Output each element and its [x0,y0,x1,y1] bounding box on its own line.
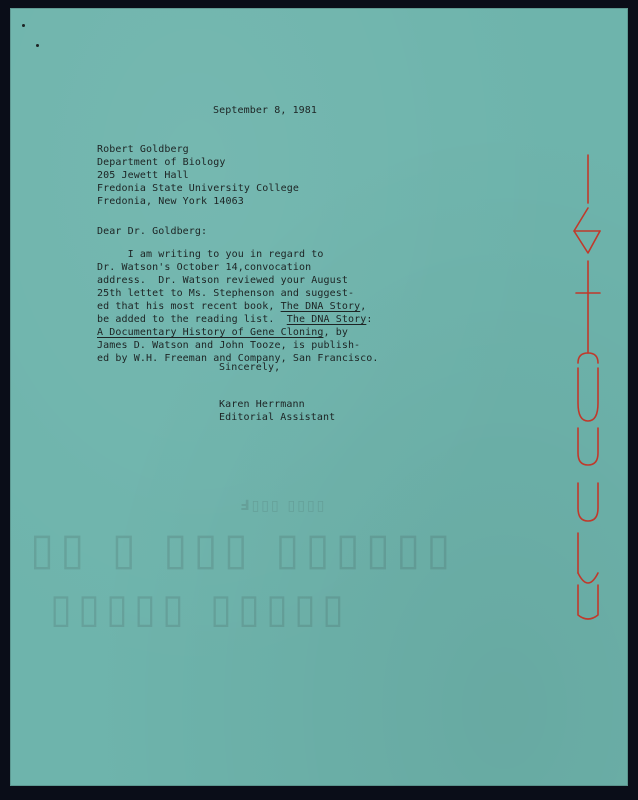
body-line [97,300,379,313]
recipient-line: Department of Biology [97,157,226,168]
letter-date: September 8, 1981 [213,105,318,116]
book-subtitle: A Documentary History of Gene Cloning [97,327,324,338]
body-text-segment: : [366,314,373,325]
signer-name: Karen Herrmann [219,399,305,410]
archive-stamp-mark [570,153,610,623]
signer-title: Editorial Assistant [219,412,336,423]
letter-body [97,248,379,365]
letter-sheet [10,8,628,786]
recipient-line: Fredonia, New York 14063 [97,196,244,207]
body-text-segment: be added to the reading list. [97,314,287,325]
bleed-through-mark: Ⅎ▯▯▯ ▯▯▯▯ [240,498,327,514]
bleed-through-mark: ▯▯ ▯ ▯▯▯ ▯▯▯▯▯▯ [30,524,457,575]
punch-mark [36,44,39,47]
body-text-segment: ed that his most recent book, [97,301,281,312]
body-line: I am writing to you in regard to [97,249,324,260]
recipient-line: Fredonia State University College [97,183,299,194]
bleed-through-text [30,498,630,648]
bleed-through-mark: ▯▯▯▯▯ ▯▯▯▯▯ [50,586,351,632]
recipient-address [97,143,299,208]
body-text-segment: , [360,301,367,312]
book-title: The DNA Story [280,301,361,312]
recipient-line: Robert Goldberg [97,144,189,155]
body-line: James D. Watson and John Tooze, is publish- [97,340,361,351]
recipient-line: 205 Jewett Hall [97,170,189,181]
body-line: 25th lettet to Ms. Stephenson and suggest- [97,288,355,299]
closing: Sincerely, [219,362,281,373]
body-line: address. Dr. Watson reviewed your August [97,275,348,286]
signature-block [219,398,335,424]
body-line [97,313,379,326]
body-line: Dr. Watson's October 14,convocation [97,262,312,273]
body-text-segment: , by [323,327,348,338]
salutation: Dear Dr. Goldberg: [97,226,208,237]
body-line [97,326,379,339]
body-line: ed by W.H. Freeman and Company, San Francisco. [97,353,379,364]
book-title: The DNA Story [286,314,367,325]
punch-mark [22,24,25,27]
